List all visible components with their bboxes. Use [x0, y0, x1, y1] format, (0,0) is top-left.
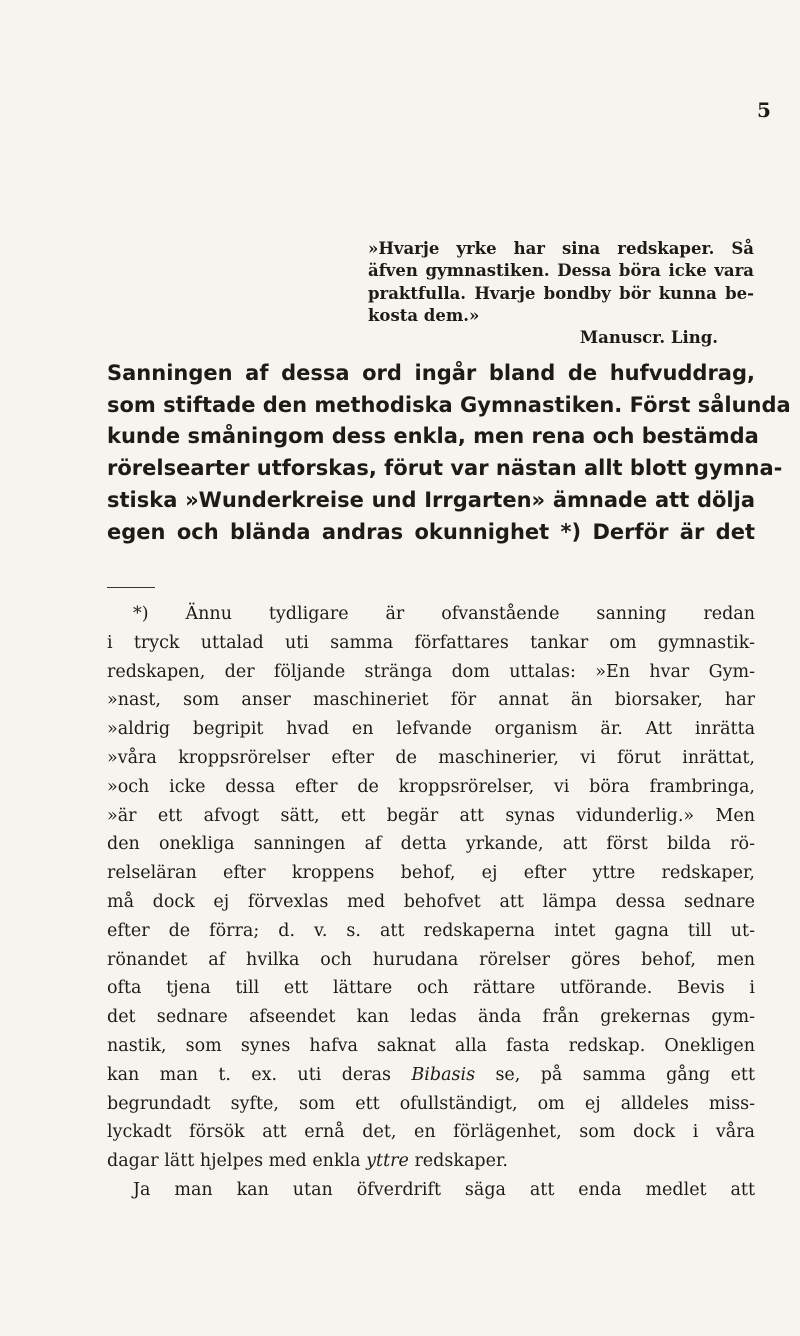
epigraph-source: Manuscr. Ling.: [579, 328, 718, 348]
footnote-italic-term: Bibasis: [411, 1064, 476, 1085]
footnote-line: »nast, som anser maschineriet för annat än biorsaker, har: [107, 690, 755, 711]
footnote-italic-term: yttre: [366, 1151, 409, 1172]
main-text-line: rörelsearter utforskas, förut var nästan allt blott gymna-: [107, 456, 783, 481]
main-text-line: egen och blända andras okunnighet *) Derför är det: [107, 519, 755, 544]
footnote-line: relseläran efter kroppens behof, ej efter yttre redskaper,: [107, 863, 755, 884]
footnote-line: lyckadt försök att ernå det, en förlägenhet, som dock i våra: [107, 1122, 755, 1143]
footnote-line: »aldrig begripit hvad en lefvande organism är. Att inrätta: [107, 719, 755, 740]
page-number: 5: [757, 98, 771, 122]
epigraph: [368, 238, 754, 349]
epigraph-line: kosta dem.»: [368, 305, 480, 325]
footnote-line: »våra kroppsrörelser efter de maschinerier, vi förut inrättat,: [107, 747, 755, 768]
footnote-segment: dagar lätt hjelpes med enkla: [107, 1151, 361, 1172]
footnote-line: *) Ännu tydligare är ofvanstående sanning redan: [133, 604, 755, 624]
footnote-line: rönandet af hvilka och hurudana rörelser göres behof, men: [107, 949, 755, 970]
main-text-line: stiska »Wunderkreise und Irrgarten» ämnade att dölja: [107, 487, 755, 512]
main-text: [107, 358, 791, 548]
footnote-line: i tryck uttalad uti samma författares tankar om gymnastik-: [107, 632, 755, 653]
epigraph-line: »Hvarje yrke har sina redskaper. Så: [368, 239, 754, 258]
main-text-line: kunde småningom dess enkla, men rena och bestämda: [107, 424, 759, 449]
epigraph-line: praktfulla. Hvarje bondby bör kunna be-: [368, 283, 754, 303]
footnote-line: den onekliga sanningen af detta yrkande, att först bilda rö-: [107, 834, 755, 855]
footnote-rule: [107, 587, 155, 588]
footnote-line: redskapen, der följande stränga dom uttalas: »En hvar Gym-: [107, 661, 755, 682]
footnote: [107, 600, 755, 1205]
epigraph-line: äfven gymnastiken. Dessa böra icke vara: [368, 261, 754, 281]
footnote-line: ofta tjena till ett lättare och rättare utförande. Bevis i: [107, 978, 755, 999]
footnote-line: nastik, som synes hafva saknat alla fasta redskap. Onekligen: [107, 1035, 755, 1056]
main-text-line: som stiftade den methodiska Gymnastiken. Först sålunda: [107, 392, 791, 417]
footnote-line: må dock ej förvexlas med behofvet att lämpa dessa sednare: [107, 891, 755, 912]
footnote-line: »och icke dessa efter de kroppsrörelser, vi böra frambringa,: [107, 776, 755, 797]
footnote-segment: se, på samma gång ett: [495, 1064, 755, 1085]
footnote-line: begrundadt syfte, som ett ofullständigt, om ej alldeles miss-: [107, 1093, 755, 1114]
footnote-line: Ja man kan utan öfverdrift säga att enda medlet att: [133, 1179, 755, 1200]
footnote-segment: redskaper.: [414, 1151, 508, 1172]
footnote-line: [107, 1061, 755, 1090]
footnote-line: efter de förra; d. v. s. att redskaperna intet gagna till ut-: [107, 920, 755, 941]
footnote-line: »är ett afvogt sätt, ett begär att synas vidunderlig.» Men: [107, 805, 755, 826]
footnote-line: [107, 1147, 755, 1176]
footnote-line: det sednare afseendet kan ledas ända från grekernas gym-: [107, 1007, 755, 1028]
footnote-segment: kan man t. ex. uti deras: [107, 1064, 392, 1085]
main-text-line: Sanningen af dessa ord ingår bland de hufvuddrag,: [107, 361, 755, 385]
